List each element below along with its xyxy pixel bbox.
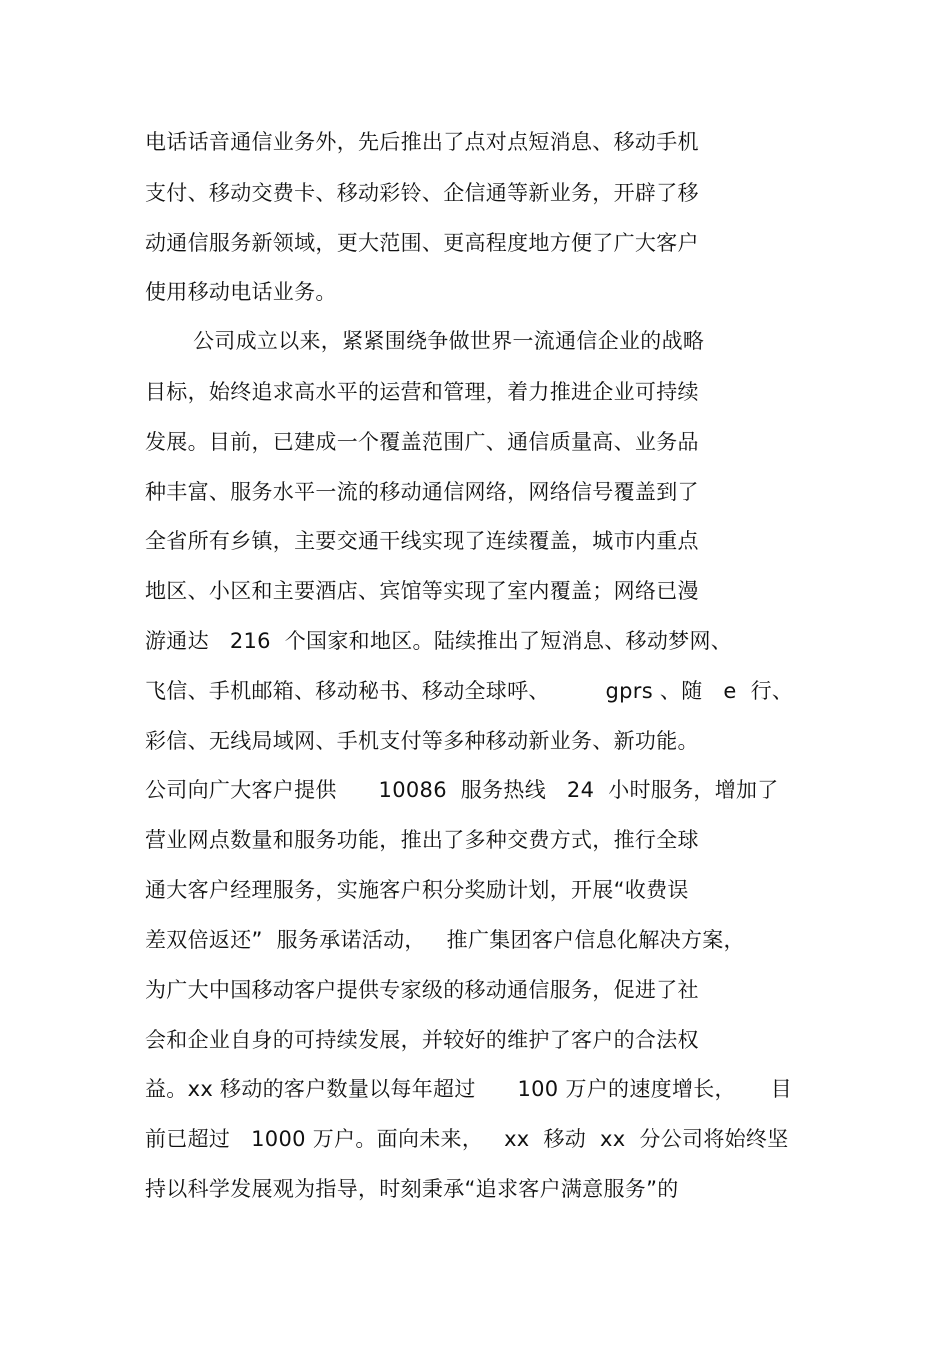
text-line: 动通信服务新领域，更大范围、更高程度地方便了广大客户	[145, 231, 699, 255]
text-line: 发展。目前，已建成一个覆盖范围广、通信质量高、业务品	[145, 430, 699, 454]
text-line: 营业网点数量和服务功能，推出了多种交费方式，推行全球	[145, 828, 699, 852]
text-line: 全省所有乡镇，主要交通干线实现了连续覆盖，城市内重点	[145, 529, 699, 553]
text-line: 支付、移动交费卡、移动彩铃、企信通等新业务，开辟了移	[145, 181, 699, 205]
text-line: 游通达 216 个国家和地区。陆续推出了短消息、移动梦网、	[145, 629, 733, 653]
text-line: 电话话音通信业务外，先后推出了点对点短消息、移动手机	[145, 130, 699, 154]
text-line: 公司向广大客户提供 10086 服务热线 24 小时服务，增加了	[145, 778, 779, 802]
text-line: 持以科学发展观为指导，时刻秉承“追求客户满意服务”的	[145, 1177, 679, 1201]
text-line: 益。xx 移动的客户数量以每年超过 100 万户的速度增长， 目	[145, 1077, 793, 1101]
text-line: 前已超过 1000 万户。面向未来， xx 移动 xx 分公司将始终坚	[145, 1127, 789, 1151]
paragraph-first-line: 公司成立以来，紧紧围绕争做世界一流通信企业的战略	[193, 329, 705, 353]
text-line: 通大客户经理服务，实施客户积分奖励计划，开展“收费误	[145, 878, 689, 902]
text-line: 会和企业自身的可持续发展，并较好的维护了客户的合法权	[145, 1028, 699, 1052]
text-line: 为广大中国移动客户提供专家级的移动通信服务，促进了社	[145, 978, 699, 1002]
text-line: 差双倍返还” 服务承诺活动， 推广集团客户信息化解决方案，	[145, 928, 745, 952]
text-line: 使用移动电话业务。	[145, 280, 337, 304]
text-line: 彩信、无线局域网、手机支付等多种移动新业务、新功能。	[145, 729, 699, 753]
text-line: 飞信、手机邮箱、移动秘书、移动全球呼、 gprs 、随 e 行、	[145, 679, 794, 703]
text-line: 目标，始终追求高水平的运营和管理，着力推进企业可持续	[145, 380, 699, 404]
text-line: 地区、小区和主要酒店、宾馆等实现了室内覆盖；网络已漫	[145, 579, 699, 603]
text-line: 种丰富、服务水平一流的移动通信网络，网络信号覆盖到了	[145, 480, 699, 504]
